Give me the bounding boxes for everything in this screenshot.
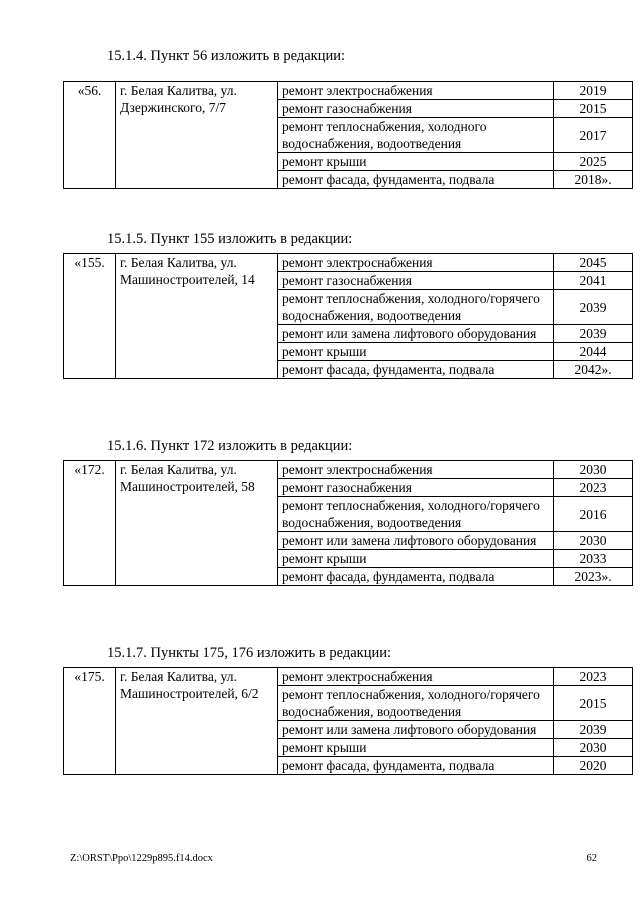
object-address: г. Белая Калитва, ул. Машиностроителей, 14 bbox=[116, 254, 278, 379]
work-type: ремонт электроснабжения bbox=[278, 461, 554, 479]
work-year: 2039 bbox=[554, 721, 633, 739]
work-year: 2018». bbox=[554, 171, 633, 189]
work-year: 2044 bbox=[554, 343, 633, 361]
work-type: ремонт электроснабжения bbox=[278, 82, 554, 100]
work-type: ремонт фасада, фундамента, подвала bbox=[278, 171, 554, 189]
work-year: 2039 bbox=[554, 290, 633, 325]
page-number: 62 bbox=[586, 853, 597, 864]
object-table bbox=[63, 460, 633, 586]
work-year: 2015 bbox=[554, 100, 633, 118]
work-type: ремонт фасада, фундамента, подвала bbox=[278, 361, 554, 379]
object-table bbox=[63, 253, 633, 379]
work-type: ремонт крыши bbox=[278, 153, 554, 171]
section-heading: 15.1.4. Пункт 56 изложить в редакции: bbox=[107, 48, 346, 64]
work-year: 2019 bbox=[554, 82, 633, 100]
work-type: ремонт газоснабжения bbox=[278, 272, 554, 290]
object-address: г. Белая Калитва, ул. Машиностроителей, 58 bbox=[116, 461, 278, 586]
work-year: 2030 bbox=[554, 532, 633, 550]
work-type: ремонт фасада, фундамента, подвала bbox=[278, 757, 554, 775]
work-type: ремонт крыши bbox=[278, 550, 554, 568]
work-type: ремонт теплоснабжения, холодного/горячего водоснабжения, водоотведения bbox=[278, 497, 554, 532]
work-type: ремонт газоснабжения bbox=[278, 479, 554, 497]
work-year: 2023». bbox=[554, 568, 633, 586]
work-year: 2030 bbox=[554, 739, 633, 757]
work-year: 2020 bbox=[554, 757, 633, 775]
work-year: 2023 bbox=[554, 668, 633, 686]
work-type: ремонт или замена лифтового оборудования bbox=[278, 532, 554, 550]
work-type: ремонт крыши bbox=[278, 739, 554, 757]
object-number: «172. bbox=[64, 461, 116, 586]
section-heading: 15.1.6. Пункт 172 изложить в редакции: bbox=[107, 438, 353, 454]
object-table bbox=[63, 81, 633, 189]
work-type: ремонт теплоснабжения, холодного/горячего водоснабжения, водоотведения bbox=[278, 686, 554, 721]
work-year: 2045 bbox=[554, 254, 633, 272]
work-type: ремонт фасада, фундамента, подвала bbox=[278, 568, 554, 586]
work-year: 2033 bbox=[554, 550, 633, 568]
work-year: 2023 bbox=[554, 479, 633, 497]
work-year: 2017 bbox=[554, 118, 633, 153]
work-year: 2030 bbox=[554, 461, 633, 479]
work-year: 2039 bbox=[554, 325, 633, 343]
section-heading: 15.1.7. Пункты 175, 176 изложить в редакции: bbox=[107, 645, 392, 661]
work-year: 2015 bbox=[554, 686, 633, 721]
file-path: Z:\ORST\Ppo\1229p895.f14.docx bbox=[70, 853, 213, 864]
work-type: ремонт электроснабжения bbox=[278, 668, 554, 686]
work-type: ремонт или замена лифтового оборудования bbox=[278, 325, 554, 343]
object-address: г. Белая Калитва, ул. Дзержинского, 7/7 bbox=[116, 82, 278, 189]
object-address: г. Белая Калитва, ул. Машиностроителей, 6/2 bbox=[116, 668, 278, 775]
object-table bbox=[63, 667, 633, 775]
work-year: 2025 bbox=[554, 153, 633, 171]
work-type: ремонт газоснабжения bbox=[278, 100, 554, 118]
work-type: ремонт теплоснабжения, холодного/горячего водоснабжения, водоотведения bbox=[278, 290, 554, 325]
work-year: 2041 bbox=[554, 272, 633, 290]
work-year: 2016 bbox=[554, 497, 633, 532]
work-type: ремонт теплоснабжения, холодного водоснабжения, водоотведения bbox=[278, 118, 554, 153]
object-number: «175. bbox=[64, 668, 116, 775]
work-type: ремонт электроснабжения bbox=[278, 254, 554, 272]
section-heading: 15.1.5. Пункт 155 изложить в редакции: bbox=[107, 231, 353, 247]
work-year: 2042». bbox=[554, 361, 633, 379]
work-type: ремонт крыши bbox=[278, 343, 554, 361]
object-number: «56. bbox=[64, 82, 116, 189]
object-number: «155. bbox=[64, 254, 116, 379]
work-type: ремонт или замена лифтового оборудования bbox=[278, 721, 554, 739]
